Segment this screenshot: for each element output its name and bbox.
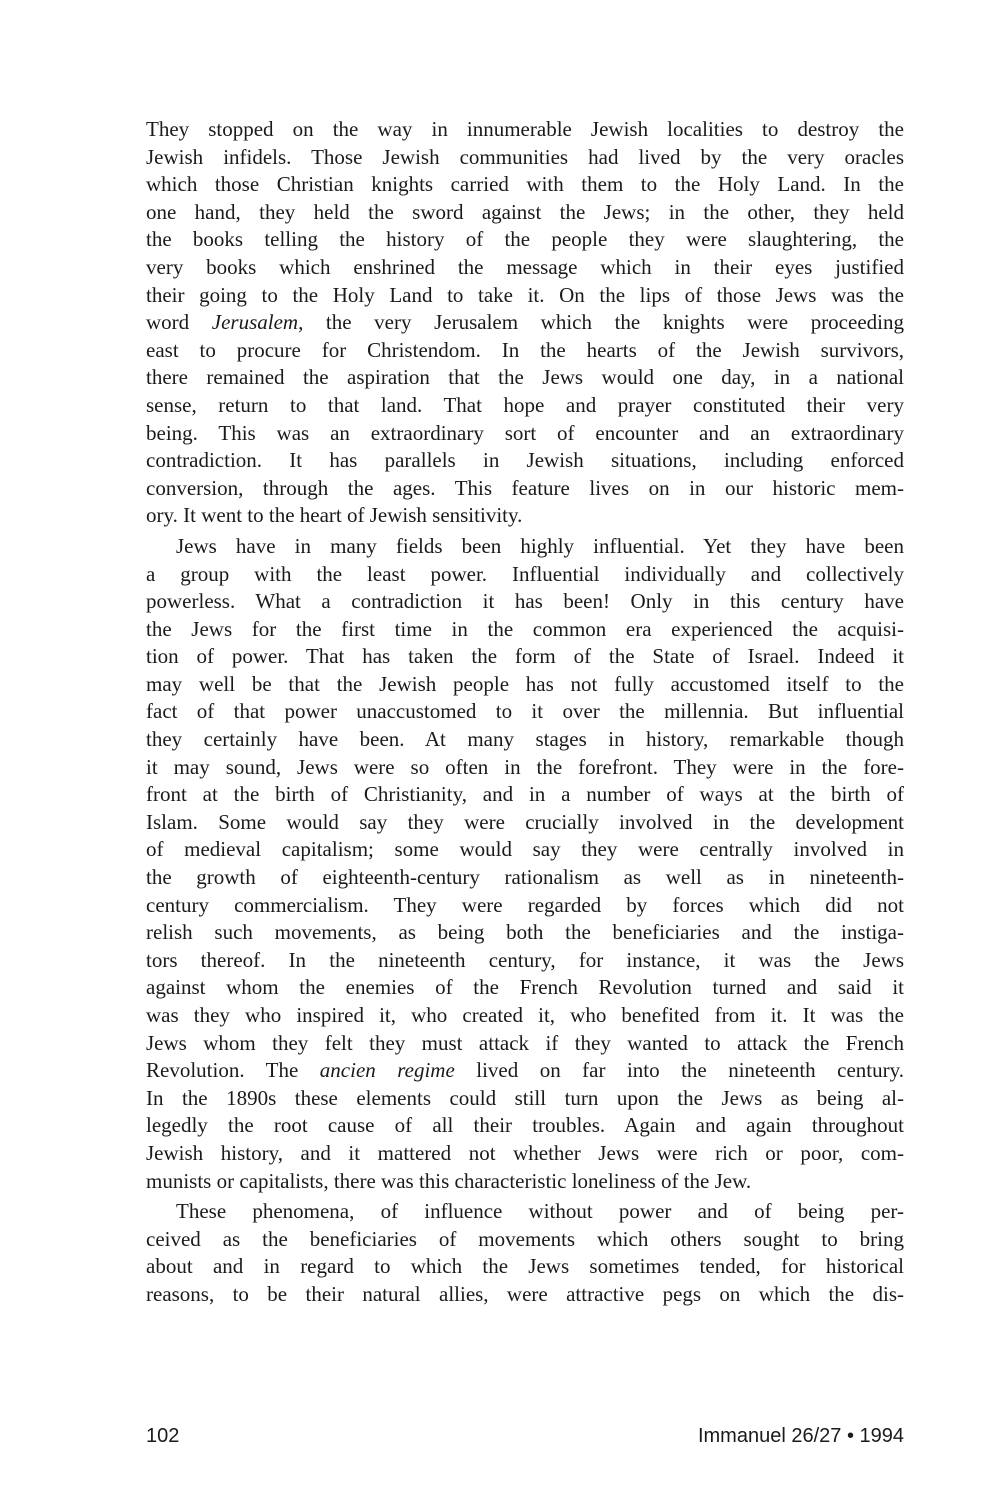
- text-line: munists or capitalists, there was this characteristic loneliness of the Jew.: [146, 1168, 752, 1193]
- text-line: sense, return to that land. That hope and prayer constituted their very: [146, 392, 904, 417]
- text-line: legedly the root cause of all their troubles. Again and again throughout: [146, 1113, 904, 1138]
- text-line: Jews whom they felt they must attack if they wanted to attack the French: [146, 1030, 904, 1055]
- text-line: contradiction. It has parallels in Jewish situations, including enforced: [146, 448, 904, 473]
- text-line: conversion, through the ages. This feature lives on in our historic mem-: [146, 475, 904, 500]
- text-line: word Jerusalem, the very Jerusalem which the knights were proceeding: [146, 310, 904, 335]
- text-line: it may sound, Jews were so often in the forefront. They were in the fore-: [146, 754, 904, 779]
- text-line: These phenomena, of influence without power and of being per-: [176, 1199, 904, 1224]
- text-line: Jews have in many fields been highly influential. Yet they have been: [176, 533, 904, 558]
- text-line: front at the birth of Christianity, and in a number of ways at the birth of: [146, 782, 904, 807]
- text-line: fact of that power unaccustomed to it over the millennia. But influential: [146, 699, 904, 724]
- text-line: They stopped on the way in innumerable Jewish localities to destroy the: [146, 117, 904, 141]
- text-line: In the 1890s these elements could still turn upon the Jews as being al-: [146, 1085, 904, 1110]
- text-line: tion of power. That has taken the form of the State of Israel. Indeed it: [146, 644, 904, 669]
- text-line: Jewish history, and it mattered not whether Jews were rich or poor, com-: [146, 1140, 904, 1165]
- italic-term: ancien regime: [319, 1058, 455, 1083]
- text-line: relish such movements, as being both the beneficiaries and the instiga-: [146, 920, 904, 945]
- body-text: [146, 116, 904, 1309]
- text-line: the growth of eighteenth-century rationalism as well as in nineteenth-: [146, 865, 904, 890]
- text-line: against whom the enemies of the French Revolution turned and said it: [146, 975, 904, 1000]
- text-line: east to procure for Christendom. In the hearts of the Jewish survivors,: [146, 337, 904, 362]
- text-line: tors thereof. In the nineteenth century, for instance, it was the Jews: [146, 947, 904, 972]
- text-line: century commercialism. They were regarded by forces which did not: [146, 892, 904, 917]
- paragraph: [146, 533, 904, 1195]
- text-line: they certainly have been. At many stages in history, remarkable though: [146, 727, 904, 752]
- text-line: Islam. Some would say they were crucially involved in the development: [146, 809, 904, 834]
- text-line: powerless. What a contradiction it has been! Only in this century have: [146, 589, 904, 614]
- text-line: of medieval capitalism; some would say they were centrally involved in: [146, 837, 904, 862]
- text-line: may well be that the Jewish people has not fully accustomed itself to the: [146, 671, 904, 696]
- text-line: Jewish infidels. Those Jewish communities had lived by the very oracles: [146, 144, 904, 169]
- text-line: a group with the least power. Influential individually and collectively: [146, 561, 904, 586]
- paragraph: [146, 116, 904, 530]
- text-line: reasons, to be their natural allies, were attractive pegs on which the dis-: [146, 1281, 904, 1306]
- text-line: being. This was an extraordinary sort of encounter and an extraordinary: [146, 420, 904, 445]
- text-line: which those Christian knights carried with them to the Holy Land. In the: [146, 172, 904, 197]
- text-line: Revolution. The ancien regime lived on far into the nineteenth century.: [146, 1058, 904, 1083]
- text-line: was they who inspired it, who created it, who benefited from it. It was the: [146, 1003, 904, 1027]
- text-line: their going to the Holy Land to take it. On the lips of those Jews was the: [146, 282, 904, 307]
- text-line: the books telling the history of the people they were slaughtering, the: [146, 227, 904, 252]
- text-line: very books which enshrined the message which in their eyes justified: [146, 254, 904, 279]
- journal-reference: Immanuel 26/27 • 1994: [697, 1425, 904, 1447]
- text-line: about and in regard to which the Jews sometimes tended, for historical: [146, 1254, 904, 1279]
- text-line: there remained the aspiration that the Jews would one day, in a national: [146, 365, 904, 390]
- page-number: 102: [146, 1425, 180, 1447]
- italic-term: Jerusalem,: [211, 310, 304, 335]
- text-line: ory. It went to the heart of Jewish sensitivity.: [146, 503, 523, 528]
- paragraph: [146, 1198, 904, 1308]
- text-line: ceived as the beneficiaries of movements which others sought to bring: [146, 1226, 904, 1251]
- text-line: one hand, they held the sword against the Jews; in the other, they held: [146, 199, 904, 224]
- text-line: the Jews for the first time in the common era experienced the acquisi-: [146, 616, 904, 641]
